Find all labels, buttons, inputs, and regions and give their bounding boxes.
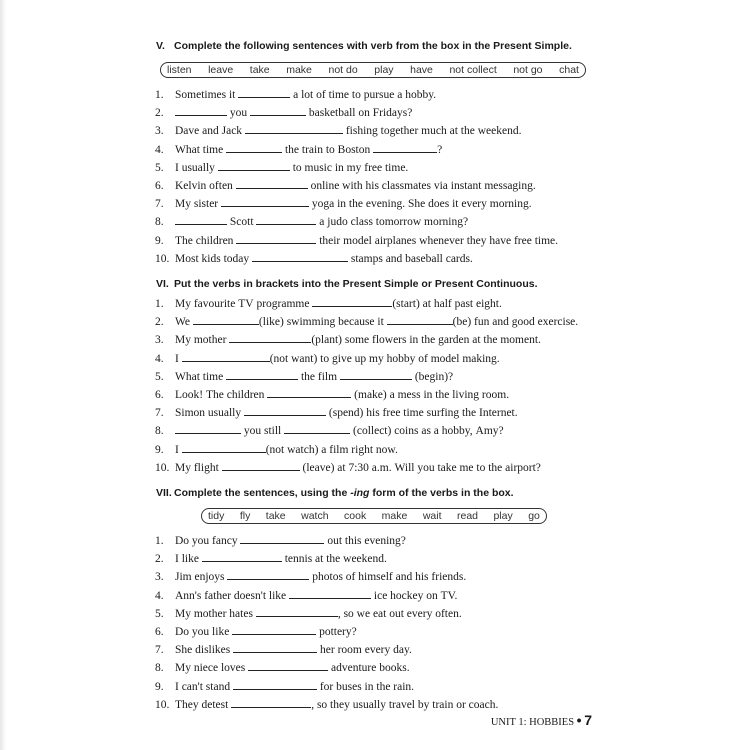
answer-blank[interactable] (240, 533, 324, 544)
answer-blank[interactable] (182, 442, 266, 453)
section5-box-word: have (410, 64, 433, 76)
answer-blank[interactable] (373, 142, 437, 153)
exercise-item (155, 460, 541, 474)
exercise-item (155, 533, 406, 547)
exercise-number: 9. (155, 234, 164, 247)
exercise-number: 7. (155, 198, 164, 211)
answer-blank[interactable] (267, 387, 351, 398)
exercise-text: I (175, 352, 182, 365)
exercise-text: I (175, 443, 182, 456)
exercise-text: They detest (175, 698, 232, 711)
exercise-text: The children (175, 234, 237, 247)
exercise-text: their model airplanes whenever they have free time. (316, 234, 559, 247)
exercise-text: her room every day. (317, 644, 412, 657)
exercise-text: the train to Boston (282, 143, 374, 156)
exercise-item (155, 642, 412, 656)
exercise-text: (like) swimming because it (258, 316, 387, 329)
exercise-item (155, 178, 536, 192)
exercise-item (155, 160, 408, 174)
exercise-number: 5. (155, 370, 164, 383)
section-5-number: V. (156, 40, 165, 52)
page-number: 7 (584, 712, 592, 728)
answer-blank[interactable] (236, 178, 308, 189)
exercise-text: (leave) at 7:30 a.m. Will you take me to the airport? (299, 461, 541, 474)
exercise-number: 6. (155, 626, 164, 638)
answer-blank[interactable] (202, 551, 282, 562)
page-edge-shadow (0, 0, 6, 750)
exercise-text: I can't stand (175, 680, 233, 693)
answer-blank[interactable] (312, 296, 392, 307)
exercise-item (155, 123, 521, 137)
answer-blank[interactable] (175, 423, 241, 434)
exercise-number: 3. (155, 571, 164, 584)
exercise-number: 4. (155, 143, 164, 156)
exercise-number: 2. (155, 553, 164, 566)
answer-blank[interactable] (244, 405, 326, 416)
exercise-item (155, 442, 398, 456)
answer-blank[interactable] (182, 351, 270, 362)
exercise-text: What time (175, 370, 227, 383)
exercise-text: My favourite TV programme (175, 298, 313, 310)
section5-box-word: take (249, 64, 270, 76)
exercise-text: , so they usually travel by train or coach. (311, 698, 499, 711)
exercise-text: Scott (227, 216, 257, 229)
exercise-text: , so we eat out every often. (337, 607, 462, 620)
exercise-text: I like (175, 553, 202, 566)
footer-bullet: • (576, 712, 582, 728)
answer-blank[interactable] (284, 423, 350, 434)
exercise-text: fishing together much at the weekend. (342, 125, 522, 138)
answer-blank[interactable] (193, 314, 259, 325)
answer-blank[interactable] (227, 569, 309, 580)
exercise-text: photos of himself and his friends. (309, 571, 467, 584)
section5-box-word: not do (328, 64, 358, 76)
section-6-number: VI. (156, 278, 169, 290)
exercise-number: 8. (155, 425, 164, 438)
section5-box-word: not go (513, 64, 543, 76)
answer-blank[interactable] (248, 660, 328, 671)
exercise-text: the film (298, 370, 340, 383)
exercise-item (155, 369, 453, 383)
answer-blank[interactable] (233, 679, 317, 690)
exercise-text: Jim enjoys (175, 571, 228, 584)
exercise-text: (plant) some flowers in the garden at the moment. (311, 334, 541, 347)
section-6-title (156, 278, 538, 290)
section7-box-word: make (381, 510, 408, 522)
section7-box-word: play (493, 510, 513, 522)
answer-blank[interactable] (256, 606, 338, 617)
exercise-item (155, 87, 436, 101)
section-7-instruction-b: form of the verbs in the box. (369, 487, 514, 499)
answer-blank[interactable] (229, 332, 311, 343)
answer-blank[interactable] (252, 251, 348, 262)
exercise-item (155, 551, 387, 565)
section7-box-word: fly (239, 510, 251, 522)
exercise-number: 1. (155, 535, 164, 547)
exercise-number: 4. (155, 589, 164, 602)
exercise-text: ? (437, 143, 443, 156)
exercise-text: a judo class tomorrow morning? (316, 216, 469, 229)
exercise-item (155, 233, 558, 247)
exercise-text: Do you like (175, 626, 233, 638)
section7-box-word: tidy (208, 510, 225, 522)
exercise-text: Sometimes it (175, 89, 239, 101)
exercise-number: 10. (155, 698, 170, 711)
answer-blank[interactable] (340, 369, 412, 380)
exercise-item (155, 314, 578, 328)
footer-unit-label: UNIT 1: HOBBIES (490, 717, 575, 728)
exercise-item (155, 296, 502, 310)
answer-blank[interactable] (238, 87, 290, 98)
answer-blank[interactable] (231, 697, 311, 708)
word-box-section-7 (201, 508, 547, 524)
section-6-instruction: Put the verbs in brackets into the Present Simple or Present Continuous. (174, 278, 538, 290)
section5-box-word: chat (559, 64, 579, 76)
exercise-text: you (227, 107, 250, 120)
exercise-number: 1. (155, 298, 164, 310)
exercise-number: 1. (155, 89, 164, 101)
exercise-number: 8. (155, 662, 164, 675)
exercise-text: What time (175, 143, 227, 156)
word-box-section-5 (160, 62, 586, 78)
exercise-number: 6. (155, 389, 164, 401)
section7-box-word: watch (301, 510, 329, 522)
exercise-item (155, 214, 468, 228)
exercise-item (155, 332, 541, 346)
section5-box-word: play (374, 64, 394, 76)
exercise-text: out this evening? (324, 535, 406, 547)
answer-blank[interactable] (387, 314, 453, 325)
section-5-title (156, 40, 572, 52)
section5-box-word: listen (167, 64, 192, 76)
exercise-number: 7. (155, 644, 164, 657)
exercise-item (155, 423, 504, 437)
answer-blank[interactable] (256, 214, 316, 225)
exercise-text: (collect) coins as a hobby, Amy? (350, 425, 504, 438)
section5-box-word: not collect (449, 64, 497, 76)
exercise-text: She dislikes (175, 644, 234, 657)
exercise-text: basketball on Fridays? (306, 107, 413, 120)
section7-box-word: read (456, 510, 478, 522)
answer-blank[interactable] (232, 624, 316, 635)
answer-blank[interactable] (250, 105, 306, 116)
exercise-text: (not want) to give up my hobby of model making. (269, 352, 500, 365)
exercise-item (155, 624, 357, 638)
exercise-number: 6. (155, 180, 164, 192)
exercise-text: My sister (175, 198, 221, 211)
section-7-title (156, 487, 514, 499)
exercise-item (155, 142, 442, 156)
exercise-text: Ann's father doesn't like (175, 589, 290, 602)
exercise-item (155, 387, 509, 401)
exercise-number: 5. (155, 607, 164, 620)
answer-blank[interactable] (175, 105, 227, 116)
exercise-number: 4. (155, 352, 164, 365)
answer-blank[interactable] (289, 588, 371, 599)
exercise-item (155, 588, 457, 602)
section-7-number: VII. (156, 487, 172, 499)
exercise-text: yoga in the evening. She does it every morning. (309, 198, 532, 211)
exercise-text: Kelvin often (175, 180, 236, 192)
exercise-text: My mother hates (175, 607, 256, 620)
exercise-text: stamps and baseball cards. (348, 252, 473, 265)
exercise-text: My flight (175, 461, 222, 474)
exercise-text: (not watch) a film right now. (265, 443, 398, 456)
answer-blank[interactable] (226, 142, 282, 153)
section7-box-word: go (528, 510, 540, 522)
exercise-text: tennis at the weekend. (281, 553, 387, 566)
exercise-number: 5. (155, 161, 164, 174)
exercise-number: 8. (155, 216, 164, 229)
exercise-item (155, 679, 414, 693)
exercise-item (155, 606, 462, 620)
exercise-text: online with his classmates via instant messaging. (307, 180, 536, 192)
exercise-text: Simon usually (175, 407, 245, 420)
exercise-text: Look! The children (175, 389, 268, 401)
answer-blank[interactable] (233, 642, 317, 653)
exercise-text: I usually (175, 161, 218, 174)
exercise-text: (begin)? (411, 370, 454, 383)
exercise-item (155, 251, 473, 265)
page-footer (491, 712, 592, 728)
exercise-item (155, 660, 410, 674)
exercise-text: ice hockey on TV. (371, 589, 458, 602)
exercise-item (155, 196, 532, 210)
answer-blank[interactable] (245, 123, 343, 134)
exercise-text: My niece loves (175, 662, 249, 675)
section7-box-word: take (265, 510, 286, 522)
exercise-number: 10. (155, 252, 170, 265)
section-5-instruction: Complete the following sentences with verb from the box in the Present Simple. (174, 40, 572, 52)
answer-blank[interactable] (222, 460, 300, 471)
section5-box-word: make (286, 64, 312, 76)
exercise-item (155, 569, 466, 583)
exercise-number: 9. (155, 443, 164, 456)
exercise-text: adventure books. (328, 662, 410, 675)
answer-blank[interactable] (236, 233, 316, 244)
exercise-text: pottery? (316, 626, 357, 638)
exercise-number: 7. (155, 407, 164, 420)
exercise-text: a lot of time to pursue a hobby. (290, 89, 437, 101)
exercise-text: We (175, 316, 193, 329)
exercise-text: you still (241, 425, 285, 438)
section-7-instruction-a: Complete the sentences, using the (174, 487, 351, 499)
exercise-text: (be) fun and good exercise. (452, 316, 579, 329)
answer-blank[interactable] (221, 196, 309, 207)
answer-blank[interactable] (218, 160, 290, 171)
exercise-text: (spend) his free time surfing the Internet. (326, 407, 518, 420)
exercise-text: for buses in the rain. (316, 680, 415, 693)
exercise-text: (start) at half past eight. (392, 298, 502, 310)
exercise-number: 3. (155, 125, 164, 138)
section7-box-word: cook (344, 510, 367, 522)
exercise-number: 10. (155, 461, 170, 474)
exercise-item (155, 105, 412, 119)
exercise-text: Do you fancy (175, 535, 241, 547)
answer-blank[interactable] (175, 214, 227, 225)
exercise-text: My mother (175, 334, 230, 347)
section-7-instruction-em: -ing (350, 487, 370, 499)
exercise-number: 2. (155, 107, 164, 120)
exercise-number: 2. (155, 316, 164, 329)
exercise-item (155, 405, 518, 419)
exercise-text: Most kids today (175, 252, 252, 265)
exercise-item (155, 697, 498, 711)
exercise-text: Dave and Jack (175, 125, 245, 138)
section5-box-word: leave (208, 64, 234, 76)
answer-blank[interactable] (226, 369, 298, 380)
exercise-number: 9. (155, 680, 164, 693)
exercise-text: to music in my free time. (289, 161, 409, 174)
exercise-item (155, 351, 500, 365)
exercise-text: (make) a mess in the living room. (351, 389, 510, 401)
exercise-number: 3. (155, 334, 164, 347)
section7-box-word: wait (422, 510, 442, 522)
